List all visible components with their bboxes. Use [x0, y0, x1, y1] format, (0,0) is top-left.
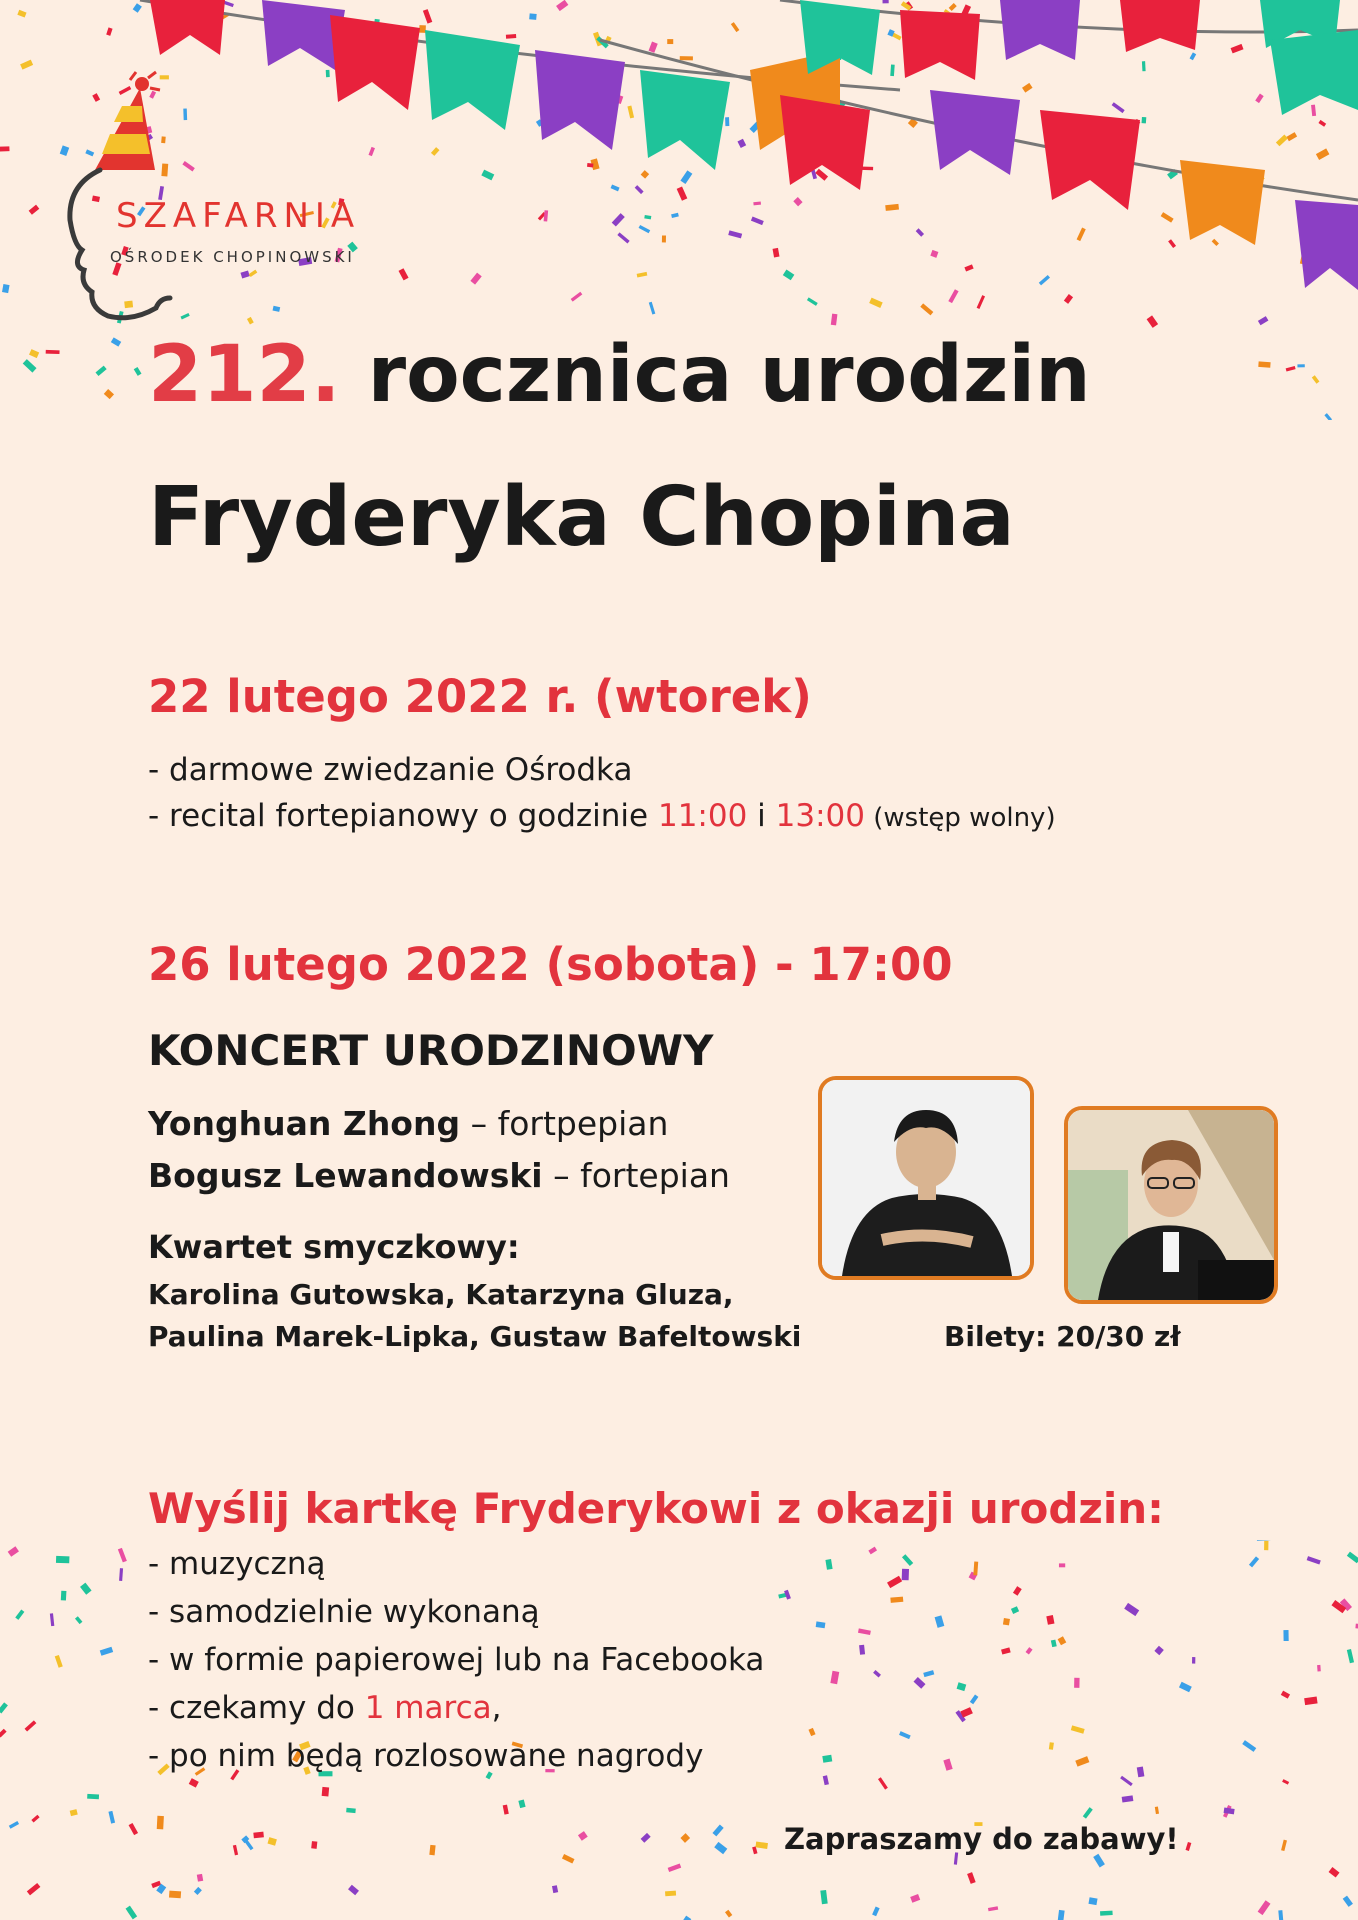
confetti-piece — [0, 1729, 7, 1738]
confetti-piece — [1058, 1636, 1067, 1645]
flag — [1120, 0, 1200, 52]
confetti-piece — [108, 1811, 115, 1824]
confetti-piece — [119, 1568, 123, 1581]
confetti-piece — [887, 1576, 902, 1588]
confetti-piece — [1242, 1740, 1256, 1752]
quartet-label: Kwartet smyczkowy: — [148, 1228, 520, 1266]
confetti-piece — [820, 1890, 827, 1904]
confetti-piece — [910, 1894, 920, 1903]
photo-performer-1 — [818, 1076, 1034, 1280]
confetti-piece — [233, 1845, 238, 1855]
flag — [1295, 200, 1358, 290]
confetti-piece — [95, 366, 106, 376]
flag — [780, 95, 870, 190]
confetti-piece — [189, 1778, 199, 1787]
confetti-piece — [681, 1916, 691, 1920]
confetti-piece — [712, 1825, 723, 1837]
confetti-piece — [1122, 1795, 1134, 1802]
confetti-piece — [1057, 1910, 1064, 1920]
confetti-piece — [1343, 1896, 1353, 1907]
confetti-piece — [665, 1891, 676, 1897]
confetti-piece — [80, 1583, 92, 1595]
confetti-piece — [348, 1885, 359, 1896]
confetti-piece — [194, 1887, 202, 1895]
confetti-piece — [25, 1720, 37, 1731]
title-line-2: Fryderyka Chopina — [148, 470, 1015, 565]
quartet-line-2: Paulina Marek-Lipka, Gustaw Bafeltowski — [148, 1320, 802, 1353]
card-item-3: - w formie papierowej lub na Facebooka — [148, 1642, 765, 1678]
confetti-piece — [1307, 1556, 1321, 1564]
performer-1-role: – fortpepian — [460, 1104, 669, 1143]
confetti-piece — [1329, 1867, 1340, 1877]
confetti-piece — [29, 349, 39, 358]
confetti-piece — [1001, 1647, 1011, 1654]
confetti-piece — [100, 1647, 113, 1656]
confetti-piece — [23, 359, 37, 372]
confetti-piece — [1312, 375, 1320, 383]
confetti-piece — [253, 1832, 264, 1839]
confetti-piece — [1074, 1678, 1079, 1688]
card-item-1: - muzyczną — [148, 1546, 326, 1582]
confetti-piece — [8, 1546, 19, 1556]
confetti-piece — [1051, 1640, 1057, 1648]
confetti-piece — [552, 1885, 558, 1893]
confetti-piece — [518, 1800, 525, 1809]
card-item-2: - samodzielnie wykonaną — [148, 1594, 540, 1630]
confetti-piece — [129, 1823, 139, 1835]
card-heading: Wyślij kartkę Fryderykowi z okazji urodzin: — [148, 1484, 1164, 1533]
confetti-piece — [752, 1846, 757, 1854]
confetti-piece — [755, 1841, 768, 1848]
confetti-piece — [75, 1616, 82, 1624]
confetti-piece — [1003, 1618, 1010, 1625]
flag — [150, 0, 225, 55]
confetti-piece — [1324, 413, 1332, 420]
performer-2-role: – fortepian — [542, 1156, 730, 1195]
confetti-piece — [957, 1682, 967, 1691]
confetti-piece — [1249, 1556, 1259, 1567]
confetti-piece — [134, 367, 142, 376]
confetti-piece — [157, 1816, 164, 1830]
ticket-price: Bilety: 20/30 zł — [944, 1320, 1181, 1353]
confetti-piece — [31, 1815, 39, 1823]
flag — [900, 10, 980, 80]
confetti-piece — [1186, 1842, 1192, 1851]
confetti-piece — [245, 1840, 254, 1850]
confetti-piece — [973, 1561, 978, 1575]
card-item-5: - po nim będą rozlosowane nagrody — [148, 1738, 704, 1774]
title-line-1 — [148, 330, 1091, 420]
logo-name: SZAFARNIA — [116, 196, 361, 236]
confetti-piece — [808, 1728, 815, 1736]
confetti-piece — [1075, 1756, 1089, 1766]
card-item-4-suffix: , — [491, 1690, 502, 1726]
confetti-piece — [1297, 364, 1304, 367]
confetti-piece — [816, 1621, 826, 1628]
confetti-piece — [61, 1591, 67, 1601]
closing-invitation: Zapraszamy do zabawy! — [784, 1822, 1179, 1856]
confetti-piece — [680, 1833, 690, 1843]
confetti-piece — [56, 1556, 70, 1563]
confetti-piece — [9, 1821, 19, 1829]
confetti-piece — [902, 1569, 909, 1581]
concert-heading: KONCERT URODZINOWY — [148, 1026, 714, 1075]
confetti-piece — [346, 1808, 356, 1813]
card-item-4-text: - czekamy do — [148, 1690, 365, 1726]
confetti-piece — [1154, 1646, 1163, 1655]
confetti-piece — [311, 1841, 317, 1849]
confetti-piece — [578, 1831, 588, 1841]
confetti-piece — [1258, 1900, 1271, 1915]
quartet-line-1: Karolina Gutowska, Katarzyna Gluza, — [148, 1278, 734, 1311]
confetti-piece — [1192, 1657, 1195, 1664]
confetti-piece — [988, 1906, 998, 1911]
confetti-piece — [70, 1809, 78, 1816]
event1-date: 22 lutego 2022 r. (wtorek) — [148, 670, 812, 723]
confetti-piece — [87, 1794, 99, 1799]
event1-item-1: - darmowe zwiedzanie Ośrodka — [148, 752, 633, 788]
confetti-piece — [55, 1655, 63, 1668]
confetti-piece — [1286, 366, 1296, 372]
confetti-piece — [267, 1837, 276, 1846]
confetti-piece — [878, 1777, 888, 1789]
confetti-piece — [967, 1872, 976, 1884]
confetti-piece — [1257, 1540, 1271, 1541]
confetti-piece — [873, 1670, 881, 1677]
confetti-piece — [1347, 1552, 1358, 1564]
confetti-piece — [935, 1615, 945, 1628]
confetti-piece — [197, 1874, 203, 1882]
confetti-piece — [1264, 1541, 1268, 1550]
performer-1-name: Yonghuan Zhong — [148, 1104, 461, 1143]
confetti-piece — [1155, 1807, 1159, 1815]
confetti-piece — [562, 1854, 575, 1864]
confetti-piece — [668, 1863, 682, 1872]
confetti-piece — [641, 1833, 651, 1843]
confetti-piece — [1282, 1779, 1289, 1785]
confetti-piece — [725, 1910, 732, 1918]
confetti-piece — [50, 1613, 54, 1626]
confetti-piece — [923, 1670, 934, 1677]
confetti-piece — [1317, 1665, 1321, 1672]
szafarnia-logo — [60, 70, 380, 330]
confetti-piece — [118, 1548, 127, 1563]
confetti-piece — [1011, 1606, 1019, 1614]
confetti-piece — [1049, 1742, 1054, 1750]
confetti-piece — [503, 1805, 509, 1815]
confetti-piece — [1100, 1911, 1113, 1916]
confetti-piece — [104, 389, 114, 399]
confetti-piece — [1083, 1807, 1093, 1818]
confetti-piece — [1283, 1630, 1288, 1641]
confetti-piece — [126, 1906, 138, 1920]
confetti-piece — [1281, 1691, 1290, 1699]
confetti-piece — [1137, 1767, 1145, 1778]
flag — [1270, 30, 1358, 115]
performer-1 — [148, 1104, 668, 1143]
performer-2 — [148, 1156, 730, 1195]
confetti-piece — [714, 1842, 727, 1854]
event1-item-2 — [148, 798, 1056, 834]
confetti-piece — [823, 1775, 829, 1785]
confetti-piece — [1071, 1725, 1085, 1733]
confetti-piece — [822, 1755, 832, 1763]
confetti-piece — [46, 350, 60, 354]
confetti-piece — [872, 1907, 880, 1917]
recital-time-1: 11:00 — [657, 798, 748, 834]
flag — [930, 90, 1020, 175]
confetti-piece — [0, 1702, 8, 1713]
performer-2-name: Bogusz Lewandowski — [148, 1156, 543, 1195]
event2-date: 26 lutego 2022 (sobota) - 17:00 — [148, 938, 953, 991]
confetti-piece — [1059, 1563, 1065, 1567]
confetti-piece — [322, 1787, 330, 1797]
confetti-piece — [1120, 1776, 1133, 1786]
anniversary-number: 212. — [148, 330, 341, 420]
confetti-piece — [1124, 1603, 1139, 1616]
confetti-piece — [970, 1694, 979, 1704]
confetti-piece — [902, 1554, 913, 1566]
confetti-piece — [15, 1610, 24, 1620]
photo-performer-2 — [1064, 1106, 1278, 1304]
card-item-4 — [148, 1690, 501, 1726]
confetti-piece — [1347, 1649, 1354, 1663]
logo-subtitle: OŚRODEK CHOPINOWSKI — [110, 248, 355, 266]
confetti-piece — [859, 1645, 865, 1655]
flag — [425, 30, 520, 130]
recital-time-2: 13:00 — [775, 798, 865, 834]
confetti-piece — [890, 1597, 903, 1603]
confetti-piece — [169, 1891, 181, 1899]
confetti-piece — [858, 1628, 871, 1635]
flag — [1040, 110, 1140, 210]
title-line-1-text: rocznica urodzin — [340, 330, 1091, 420]
flag — [535, 50, 625, 150]
flag — [1180, 160, 1265, 245]
flag — [1000, 0, 1080, 60]
confetti-piece — [429, 1845, 435, 1855]
confetti-piece — [830, 1671, 839, 1684]
confetti-piece — [1258, 361, 1270, 367]
and-text: i — [747, 798, 776, 834]
confetti-piece — [1088, 1897, 1097, 1905]
confetti-piece — [868, 1547, 877, 1555]
confetti-piece — [1179, 1682, 1192, 1692]
confetti-piece — [1278, 1910, 1283, 1920]
confetti-piece — [1026, 1647, 1033, 1654]
confetti-piece — [899, 1731, 911, 1739]
event1-item-2-text: - recital fortepianowy o godzinie — [148, 798, 658, 834]
confetti-piece — [825, 1559, 832, 1570]
deadline-date: 1 marca — [364, 1690, 492, 1726]
confetti-piece — [1281, 1840, 1287, 1851]
free-entry-note: (wstęp wolny) — [865, 803, 1056, 833]
confetti-piece — [1304, 1697, 1317, 1706]
confetti-piece — [914, 1677, 926, 1689]
confetti-piece — [27, 1883, 41, 1895]
confetti-piece — [1046, 1615, 1054, 1625]
confetti-piece — [1013, 1586, 1022, 1596]
confetti-piece — [943, 1759, 952, 1771]
flag — [640, 70, 730, 170]
